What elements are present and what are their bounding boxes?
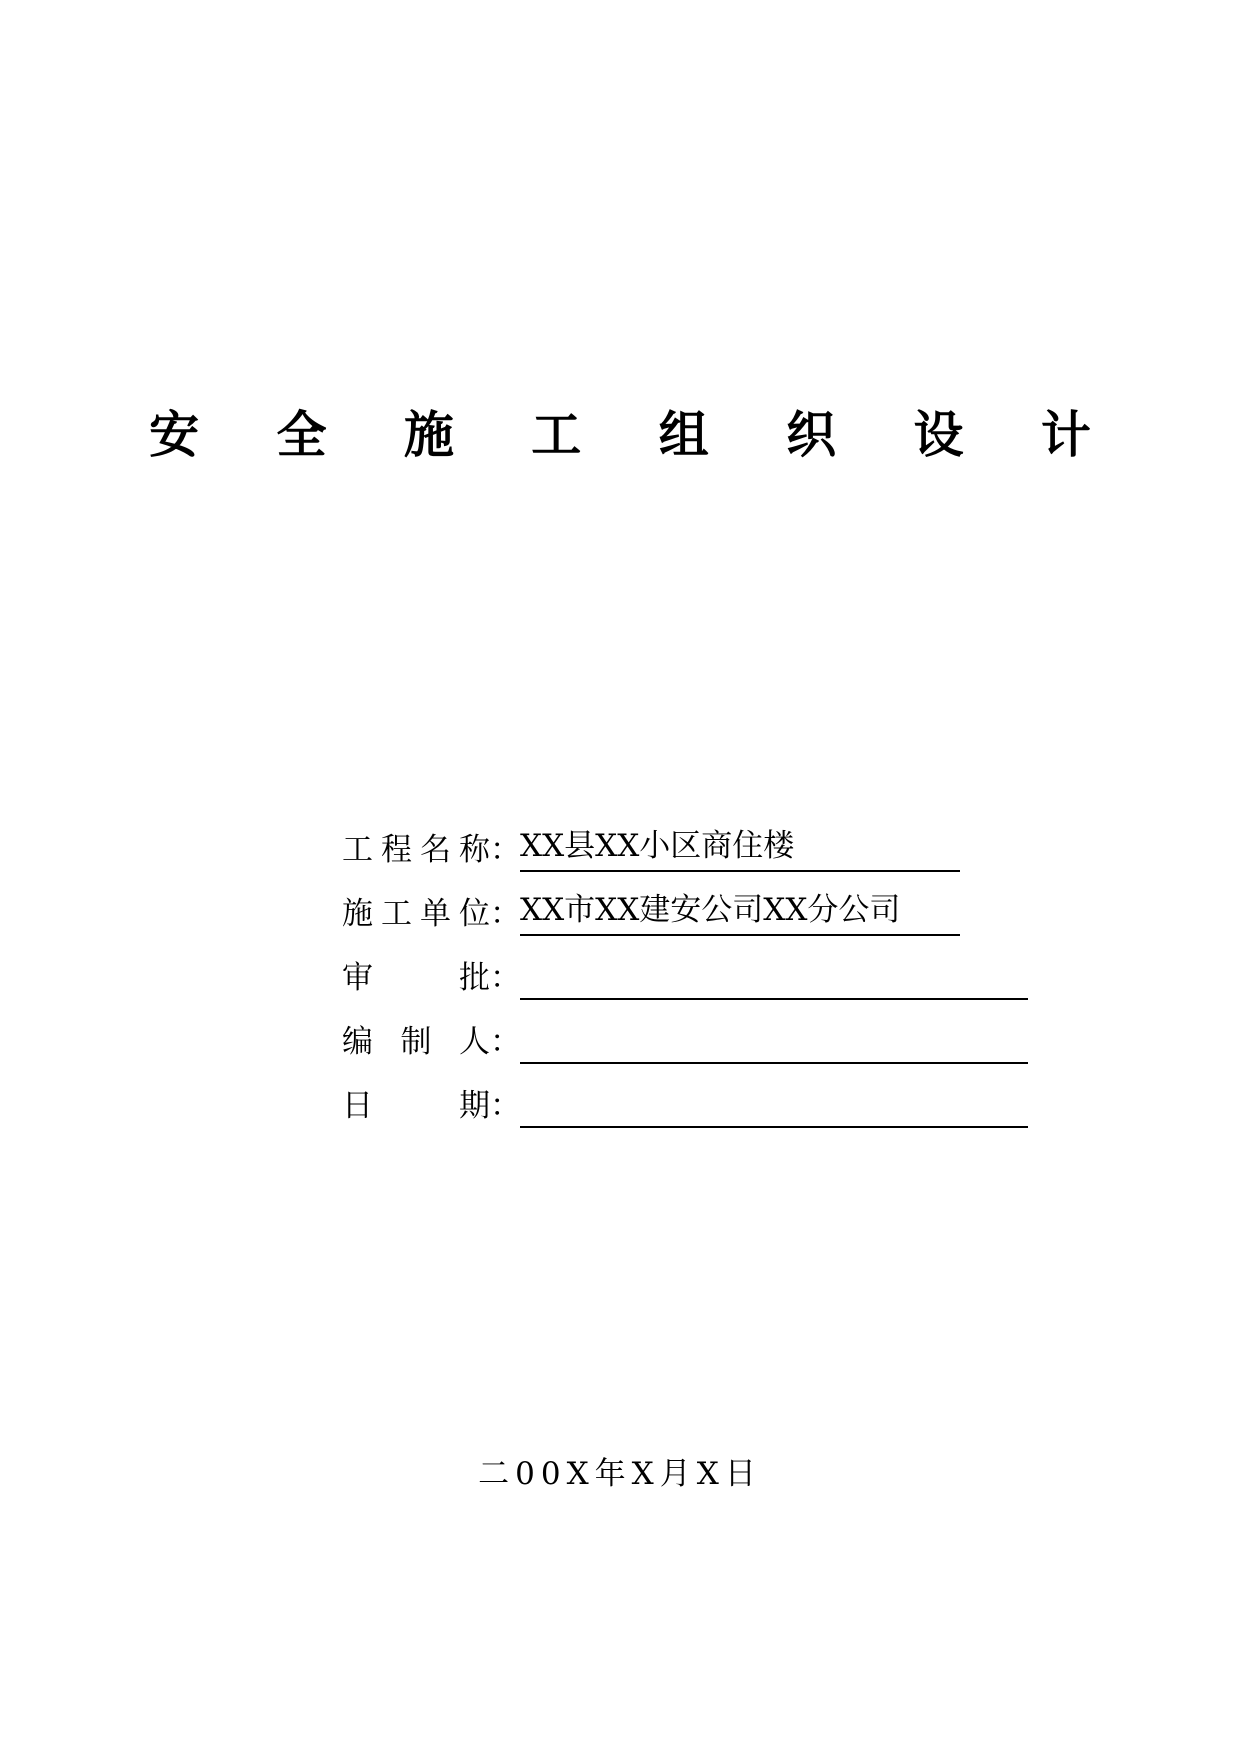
document-title: 安 全 施 工 组 织 设 计: [149, 406, 1121, 464]
field-construction-unit: [342, 872, 1042, 936]
label-char: 称: [459, 832, 490, 868]
label-char: 名: [420, 832, 451, 868]
field-approval: [342, 936, 1042, 1000]
construction-unit-value: XX市XX建安公司XX分公司: [520, 888, 960, 936]
label-char: 期: [459, 1088, 490, 1124]
label-colon: ：: [490, 896, 521, 932]
approval-blank-line: [520, 954, 1028, 1000]
label-char: 工: [342, 832, 373, 868]
field-label: [342, 828, 520, 872]
field-label: [342, 892, 520, 936]
label-char: 工: [381, 896, 412, 932]
field-label: [342, 1084, 520, 1128]
label-char: 人: [459, 1024, 490, 1060]
label-char: 制: [400, 1024, 432, 1060]
field-date: [342, 1064, 1042, 1128]
label-char: 施: [342, 896, 373, 932]
label-char: 位: [459, 896, 490, 932]
document-date: 二00X年X月X日: [478, 1456, 762, 1492]
label-char: 日: [342, 1088, 373, 1124]
label-char: 程: [381, 832, 412, 868]
field-compiler: [342, 1000, 1042, 1064]
label-char: 编: [342, 1024, 373, 1060]
label-colon: ：: [490, 832, 521, 868]
label-char: 单: [420, 896, 451, 932]
label-colon: ：: [490, 1088, 521, 1124]
field-project-name: [342, 808, 1042, 872]
field-label: [342, 1020, 520, 1064]
compiler-blank-line: [520, 1018, 1028, 1064]
project-name-value: XX县XX小区商住楼: [520, 824, 960, 872]
label-colon: ：: [490, 1024, 521, 1060]
project-info-block: [342, 808, 1042, 1128]
field-label: [342, 956, 520, 1000]
label-char: 审: [342, 960, 373, 996]
date-blank-line: [520, 1082, 1028, 1128]
label-colon: ：: [490, 960, 521, 996]
label-char: 批: [459, 960, 490, 996]
